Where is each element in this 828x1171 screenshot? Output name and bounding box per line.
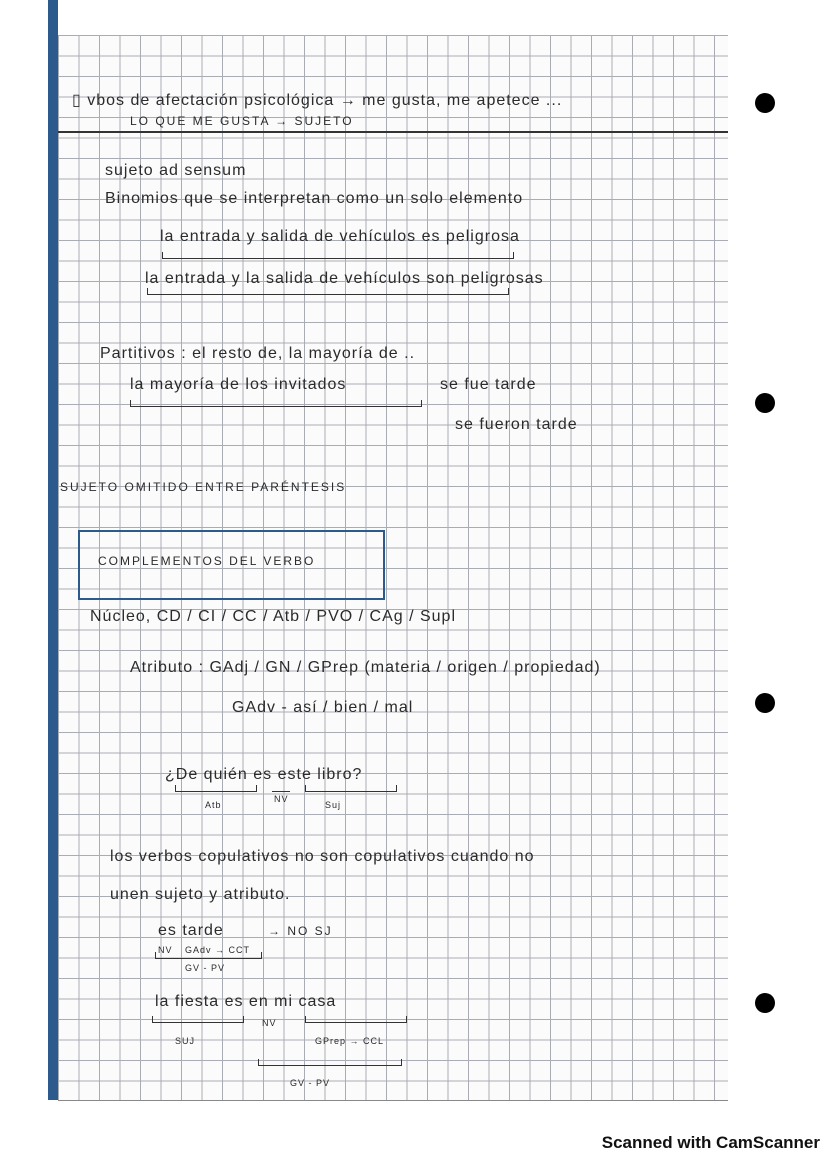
note-line: LO QUE ME GUSTA → SUJETO — [130, 114, 354, 128]
overline — [272, 791, 290, 792]
label: Suj — [325, 800, 342, 810]
label: GAdv → CCT — [185, 945, 251, 955]
underline-bracket — [147, 288, 509, 295]
underline-bracket — [155, 952, 262, 959]
binder-hole — [755, 993, 775, 1013]
note-line: es tarde — [158, 922, 224, 939]
label: GV - PV — [290, 1078, 331, 1088]
divider-line — [58, 131, 728, 133]
note-line: SUJETO OMITIDO ENTRE PARÉNTESIS — [60, 480, 347, 494]
note-line: Binomios que se interpretan como un solo elemento — [105, 190, 524, 207]
underline-bracket — [305, 785, 397, 792]
note-line: → NO SJ — [268, 924, 333, 938]
notebook-margin-strip — [48, 0, 58, 1100]
note-line: unen sujeto y atributo. — [110, 886, 291, 903]
note-line: los verbos copulativos no son copulativos cuando no — [110, 848, 535, 865]
scanner-watermark: Scanned with CamScanner — [601, 1133, 820, 1152]
underline-bracket — [175, 785, 257, 792]
label: GV - PV — [185, 963, 226, 973]
label: NV — [262, 1018, 277, 1028]
note-line: se fueron tarde — [455, 416, 578, 433]
label: GPrep → CCL — [315, 1036, 385, 1046]
underline-bracket — [258, 1059, 402, 1066]
underline-bracket — [162, 252, 514, 259]
note-line: Núcleo, CD / CI / CC / Atb / PVO / CAg / Supl — [90, 608, 456, 625]
section-heading: COMPLEMENTOS DEL VERBO — [98, 554, 316, 568]
note-line: Partitivos : el resto de, la mayoría de .. — [100, 345, 416, 362]
note-line: Atributo : GAdj / GN / GPrep (materia / origen / propiedad) — [130, 659, 601, 676]
note-line: la entrada y salida de vehículos es peligrosa — [160, 228, 520, 245]
note-line: la mayoría de los invitados — [130, 376, 347, 393]
underline-bracket — [152, 1016, 244, 1023]
label: NV — [158, 945, 173, 955]
label: NV — [274, 794, 289, 804]
binder-hole — [755, 93, 775, 113]
note-line: sujeto ad sensum — [105, 162, 247, 179]
note-line: la fiesta es en mi casa — [155, 993, 337, 1010]
binder-hole — [755, 693, 775, 713]
label: SUJ — [175, 1036, 196, 1046]
note-line: ¿De quién es este libro? — [165, 766, 363, 783]
note-line: GAdv - así / bien / mal — [232, 699, 414, 716]
note-line: la entrada y la salida de vehículos son peligrosas — [145, 270, 544, 287]
note-line: ▯ vbos de afectación psicológica → me gusta, me apetece ... — [72, 92, 563, 109]
underline-bracket — [130, 400, 422, 407]
binder-hole — [755, 393, 775, 413]
note-line: se fue tarde — [440, 376, 537, 393]
underline-bracket — [305, 1016, 407, 1023]
label: Atb — [205, 800, 222, 810]
